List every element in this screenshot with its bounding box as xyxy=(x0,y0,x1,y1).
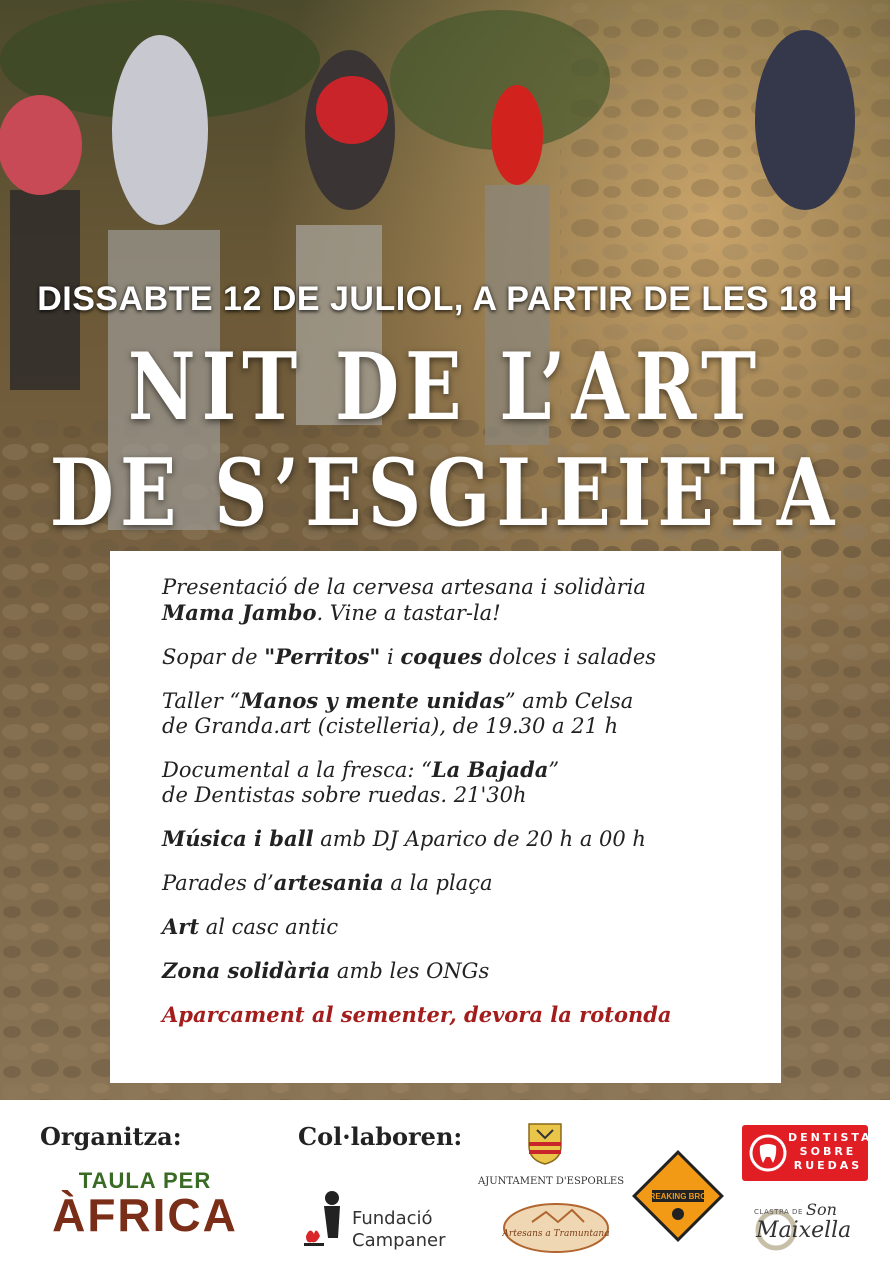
program-text: al casc antic xyxy=(199,915,339,939)
logo-text: Maixella xyxy=(756,1218,852,1243)
logo-text: Son xyxy=(806,1200,837,1219)
logo-text: BREAKING BROU xyxy=(643,1192,713,1201)
logo-text: Campaner xyxy=(352,1230,446,1251)
fundacio-text xyxy=(352,1208,445,1252)
collaborators-label: Col·laboren: xyxy=(298,1122,463,1151)
program-box xyxy=(110,551,781,1083)
program-text: i xyxy=(380,645,401,669)
program-highlight: Art xyxy=(162,914,200,939)
program-text: . Vine a tastar-la! xyxy=(316,601,501,625)
taula-per-africa-logo xyxy=(40,1168,250,1241)
clastra-son-maixella-logo xyxy=(748,1200,868,1256)
program-highlight: artesania xyxy=(273,870,384,895)
program-text: a la plaça xyxy=(383,871,493,895)
logo-text: ÀFRICA xyxy=(52,1189,238,1241)
program-item-dinner xyxy=(162,644,761,670)
program-item-solidarity xyxy=(162,958,761,984)
program-text: ” amb Celsa xyxy=(504,689,634,713)
fundacio-campaner-logo xyxy=(302,1188,472,1250)
event-date: DISSABTE 12 DE JULIOL, A PARTIR DE LES 18 H xyxy=(37,280,853,318)
logo-text: Fundació xyxy=(352,1208,433,1229)
program-highlight: Mama Jambo xyxy=(162,600,317,625)
program-text: Taller “ xyxy=(162,689,241,713)
program-text: Documental a la fresca: “ xyxy=(162,758,432,782)
program-text: dolces i salades xyxy=(482,645,657,669)
logo-text: AJUNTAMENT D'ESPORLES xyxy=(478,1176,625,1187)
campaner-figure-icon xyxy=(302,1188,348,1250)
organizer-label: Organitza: xyxy=(40,1122,182,1151)
program-highlight: Manos y mente unidas xyxy=(240,688,505,713)
program-text: amb les ONGs xyxy=(330,959,490,983)
coat-of-arms-icon xyxy=(525,1120,565,1166)
logo-text: SOBRE xyxy=(799,1145,857,1158)
breaking-diamond-icon xyxy=(632,1150,724,1242)
program-highlight: Zona solidària xyxy=(162,958,331,983)
program-text: de Dentistas sobre ruedas. 21'30h xyxy=(162,783,527,807)
program-item-art xyxy=(162,914,761,940)
event-title-line-1: NIT DE L’ART xyxy=(127,334,763,442)
program-item-crafts xyxy=(162,870,761,896)
event-title-line-2: DE S’ESGLEIETA xyxy=(49,440,841,548)
program-highlight: Música i ball xyxy=(162,826,314,851)
sponsors-footer xyxy=(0,1100,890,1282)
logo-text: RUEDAS xyxy=(793,1159,863,1172)
dentistas-text xyxy=(788,1131,884,1173)
logo-text: TAULA PER xyxy=(78,1168,212,1193)
program-text: Parades d’ xyxy=(162,871,274,895)
breaking-brou-logo xyxy=(632,1150,724,1246)
program-item-parking: Aparcament al sementer, devora la rotonda xyxy=(162,1002,672,1027)
tooth-icon xyxy=(748,1133,788,1173)
logo-text: DENTISTAS xyxy=(788,1131,884,1144)
ajuntament-esporles-logo xyxy=(478,1120,625,1187)
program-text: Sopar de xyxy=(162,645,265,669)
artesans-badge-icon xyxy=(502,1202,610,1254)
program-item-documentary xyxy=(162,757,761,808)
program-item-music xyxy=(162,826,761,852)
program-text: Presentació de la cervesa artesana i solidària xyxy=(162,575,646,599)
program-text: amb DJ Aparico de 20 h a 00 h xyxy=(313,827,646,851)
program-highlight: La Bajada xyxy=(431,757,549,782)
program-highlight: "Perritos" xyxy=(264,644,381,669)
program-text: ” xyxy=(548,758,560,782)
logo-text: CLASTRA DE xyxy=(754,1208,803,1216)
artesans-tramuntana-logo xyxy=(502,1202,610,1258)
program-text: de Granda.art (cistelleria), de 19.30 a 21 h xyxy=(162,714,619,738)
program-item-beer xyxy=(162,575,761,626)
logo-text: Artesans a Tramuntana xyxy=(502,1229,610,1239)
program-item-workshop xyxy=(162,688,761,739)
dentistas-sobre-ruedas-logo xyxy=(742,1125,884,1181)
program-highlight: coques xyxy=(400,644,483,669)
